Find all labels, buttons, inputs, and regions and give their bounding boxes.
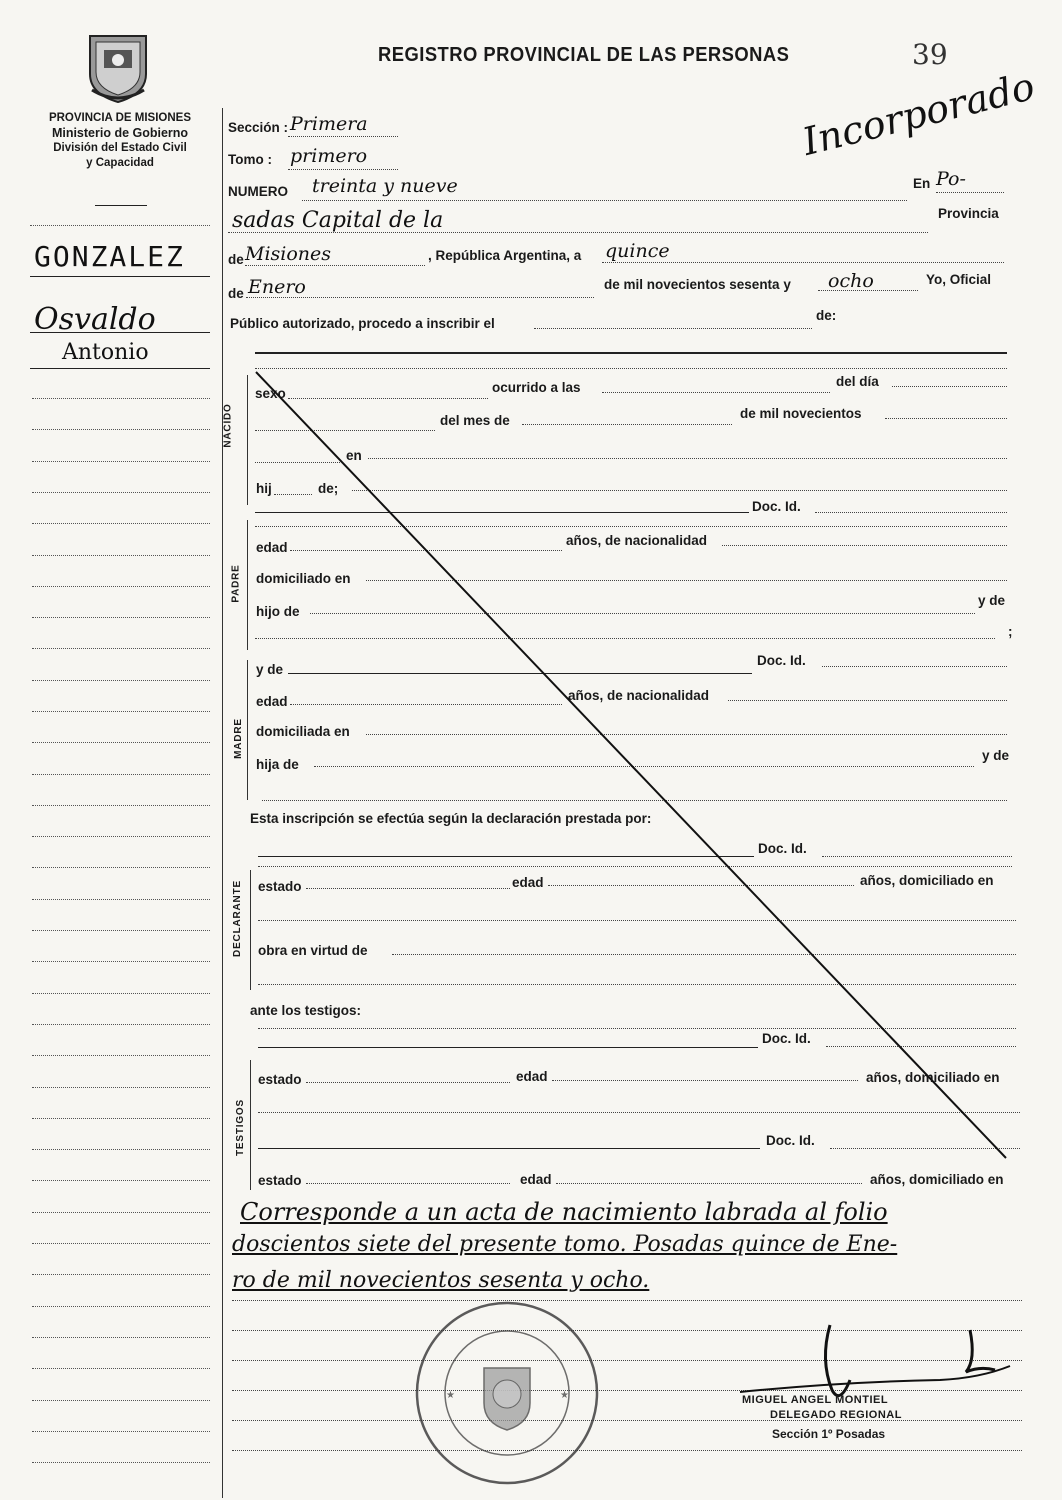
declarante-estado: estado [258, 879, 302, 894]
section-label-padre: PADRE [230, 564, 242, 603]
padre-domiciliado: domiciliado en [256, 571, 351, 586]
city-value: sadas Capital de la [232, 208, 444, 233]
nacido-del-dia: del día [836, 374, 879, 389]
oficial-label: Yo, Oficial [926, 272, 992, 287]
padre-y-de: y de [978, 593, 1006, 608]
republica-label: , República Argentina, a [428, 248, 582, 263]
madre-domiciliada: domiciliada en [256, 724, 350, 739]
agency-line: PROVINCIA DE MISIONES [48, 112, 192, 124]
annotation-line: doscientos siete del presente tomo. Posadas quince de Ene- [232, 1232, 898, 1257]
nacido-en: en [346, 448, 362, 463]
declarante-anios-dom: años, domiciliado en [860, 873, 994, 888]
svg-text:★: ★ [446, 1390, 455, 1401]
declarante-doc-id: Doc. Id. [758, 841, 807, 856]
tomo-value: primero [290, 145, 368, 167]
agency-line: Ministerio de Gobierno [51, 126, 189, 140]
testigos-edad-1: edad [516, 1069, 548, 1084]
en-value: Po- [936, 168, 966, 190]
testigos-estado-1: estado [258, 1072, 302, 1087]
publico-label: Público autorizado, procedo a inscribir el [230, 316, 495, 331]
page-title: REGISTRO PROVINCIAL DE LAS PERSONAS [378, 44, 790, 66]
madre-doc-id: Doc. Id. [757, 653, 806, 668]
official-seal-icon [412, 1298, 602, 1488]
page-number: 39 [912, 38, 948, 71]
de-colon-label: de: [816, 308, 837, 323]
testigos-anios-dom-1: años, domiciliado en [866, 1070, 1000, 1085]
padre-edad: edad [256, 540, 288, 555]
nacido-sexo: sexo [255, 386, 286, 401]
testigos-edad-2: edad [520, 1172, 552, 1187]
section-label-nacido: NACIDO [222, 403, 234, 448]
signatory-name: MIGUEL ANGEL MONTIEL [742, 1394, 889, 1406]
de2-label: de [228, 286, 244, 301]
anio-label: de mil novecientos sesenta y [604, 277, 791, 292]
de-label: de [228, 252, 244, 267]
madre-anios-nac: años, de nacionalidad [568, 688, 710, 703]
section-label-testigos: TESTIGOS [234, 1099, 246, 1156]
seccion-value: Primera [290, 113, 368, 135]
svg-text:★: ★ [560, 1390, 569, 1401]
declarante-intro: Esta inscripción se efectúa según la declaración prestada por: [250, 811, 652, 826]
numero-label: NUMERO [228, 184, 288, 199]
madre-hija-de: hija de [256, 757, 299, 772]
madre-y-de2: y de [982, 748, 1010, 763]
margin-given-name: Osvaldo [34, 302, 156, 337]
signatory-title: DELEGADO REGIONAL [770, 1409, 902, 1421]
numero-value: treinta y nueve [312, 175, 458, 197]
annotation-line: Corresponde a un acta de nacimiento labrada al folio [240, 1198, 888, 1226]
testigos-anios-dom-2: años, domiciliado en [870, 1172, 1004, 1187]
testigos-doc-id-1: Doc. Id. [762, 1031, 811, 1046]
agency-line: y Capacidad [86, 157, 154, 169]
declarante-obra: obra en virtud de [258, 943, 368, 958]
seccion-label: Sección : [228, 120, 289, 135]
testigos-estado-2: estado [258, 1173, 302, 1188]
dia-value: quince [605, 240, 670, 262]
section-label-madre: MADRE [232, 718, 244, 759]
en-label: En [913, 176, 931, 191]
nacido-del-mes: del mes de [440, 413, 510, 428]
section-label-declarante: DECLARANTE [231, 880, 243, 957]
madre-edad: edad [256, 694, 288, 709]
nacido-doc-id: Doc. Id. [752, 499, 801, 514]
padre-hijo-de: hijo de [256, 604, 300, 619]
padre-semicolon: ; [1008, 624, 1013, 639]
testigos-intro: ante los testigos: [250, 1003, 362, 1018]
nacido-hij: hij [256, 481, 272, 496]
anio-value: ocho [828, 270, 874, 292]
margin-surname: GONZALEZ [34, 240, 185, 273]
nacido-ocurrido: ocurrido a las [492, 380, 581, 395]
agency-line: División del Estado Civil [53, 142, 187, 154]
testigos-doc-id-2: Doc. Id. [766, 1133, 815, 1148]
nacido-mil-nov: de mil novecientos [740, 406, 862, 421]
margin-given-name: Antonio [62, 340, 149, 365]
padre-anios-nac: años, de nacionalidad [566, 533, 708, 548]
header-signature: Incorporado [798, 63, 1039, 165]
nacido-de: de; [318, 481, 339, 496]
de-value: Misiones [245, 243, 332, 265]
provincia-label: Provincia [938, 206, 999, 221]
madre-y-de: y de [256, 662, 284, 677]
annotation-line: ro de mil novecientos sesenta y ocho. [232, 1268, 650, 1293]
signatory-office: Sección 1º Posadas [772, 1427, 886, 1441]
declarante-edad: edad [512, 875, 544, 890]
mes-value: Enero [248, 276, 306, 298]
tomo-label: Tomo : [228, 152, 272, 167]
